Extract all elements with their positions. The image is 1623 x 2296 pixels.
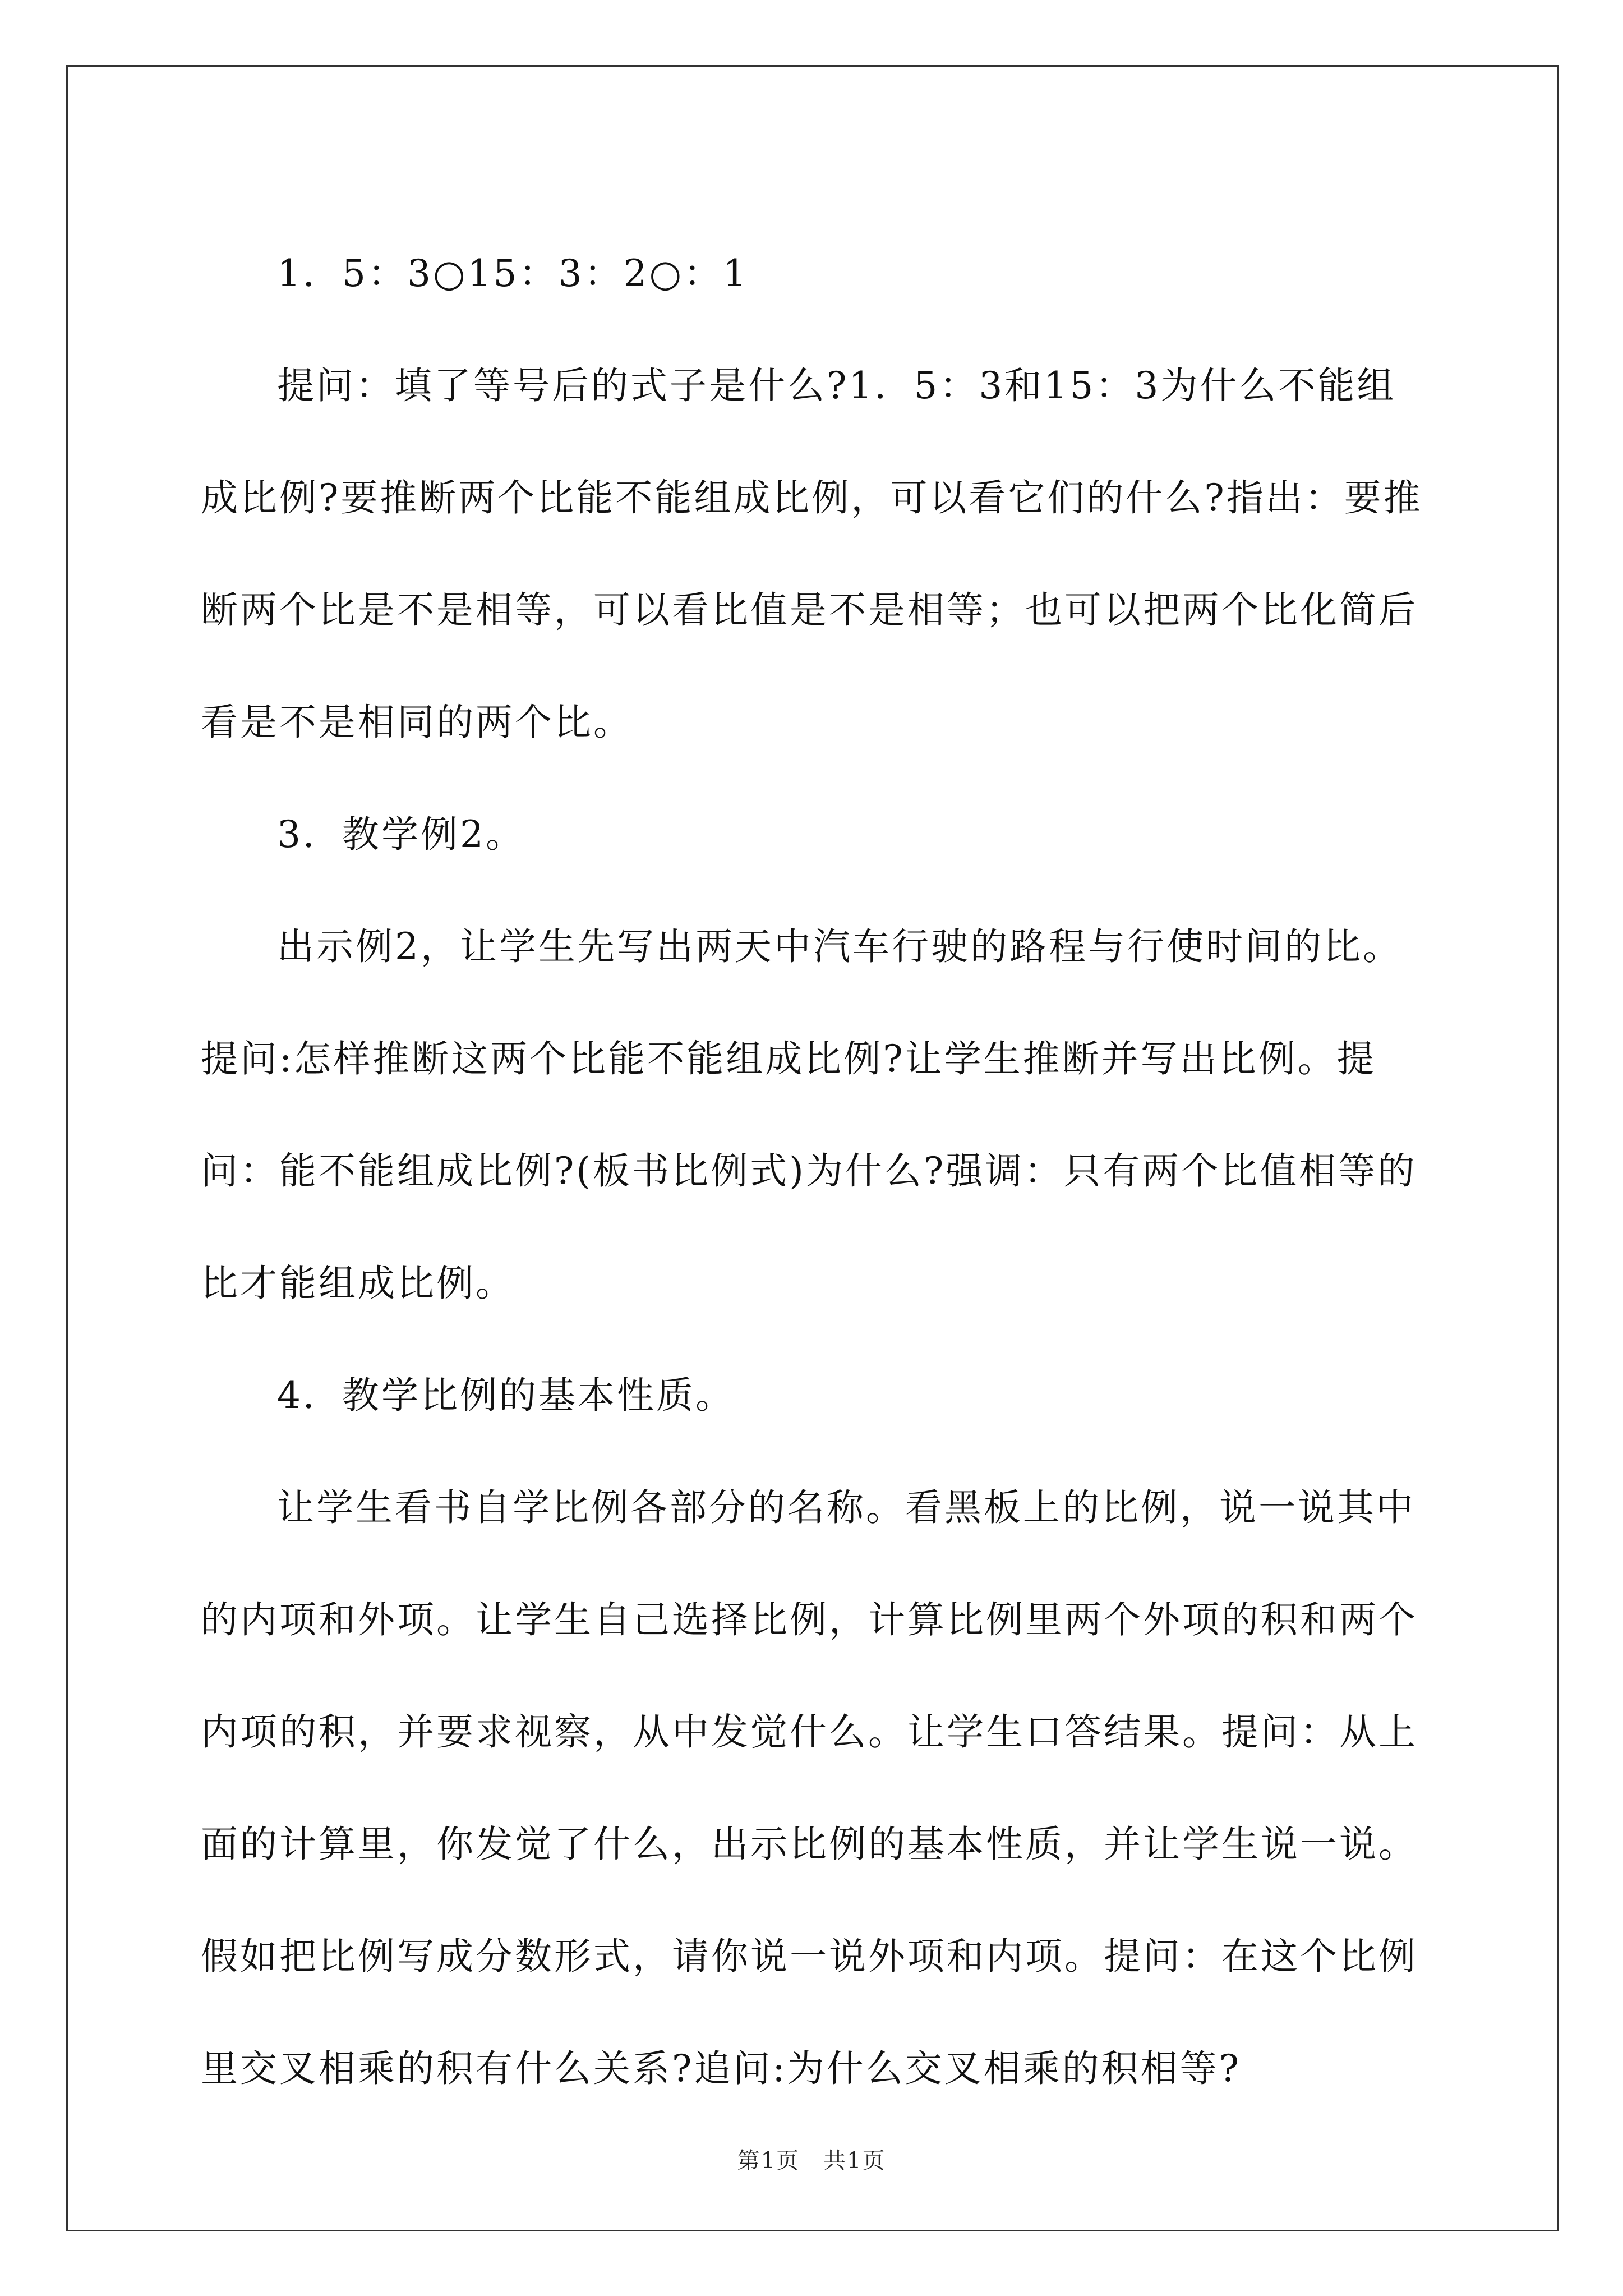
paragraph-heading-example-2: 3．教学例2。 [277, 813, 525, 856]
paragraph-question-1: 提问：填了等号后的式子是什么?1．5：3和15：3为什么不能组成比例?要推断两个比能不能组成比例，可以看它们的什么?指出：要推断两个比是不是相等，可以看比值是不是相等；也可以把两个比化简后看是不是相同的两个比。 [201, 364, 1423, 744]
document-body [201, 218, 1435, 2125]
paragraph-ratio-expression: 1．5：3○15：3：2○：1 [277, 252, 749, 295]
paragraph-example-2: 出示例2，让学生先写出两天中汽车行驶的路程与行使时间的比。提问:怎样推断这两个比能不能组成比例?让学生推断并写出比例。提问：能不能组成比例?(板书比例式)为什么?强调：只有两个比值相等的比才能组成比例。 [201, 925, 1417, 1305]
page-number-footer: 第1页 共1页 [737, 2148, 886, 2174]
paragraph-basic-property: 让学生看书自学比例各部分的名称。看黑板上的比例，说一说其中的内项和外项。让学生自己选择比例，计算比例里两个外项的积和两个内项的积，并要求视察，从中发觉什么。让学生口答结果。提问：从上面的计算里，你发觉了什么，出示比例的基本性质，并让学生说一说。假如把比例写成分数形式，请你说一说外项和内项。提问：在这个比例里交叉相乘的积有什么关系?追问:为什么交叉相乘的积相等? [201, 1486, 1418, 2090]
paragraph-heading-basic-property: 4．教学比例的基本性质。 [277, 1374, 735, 1417]
